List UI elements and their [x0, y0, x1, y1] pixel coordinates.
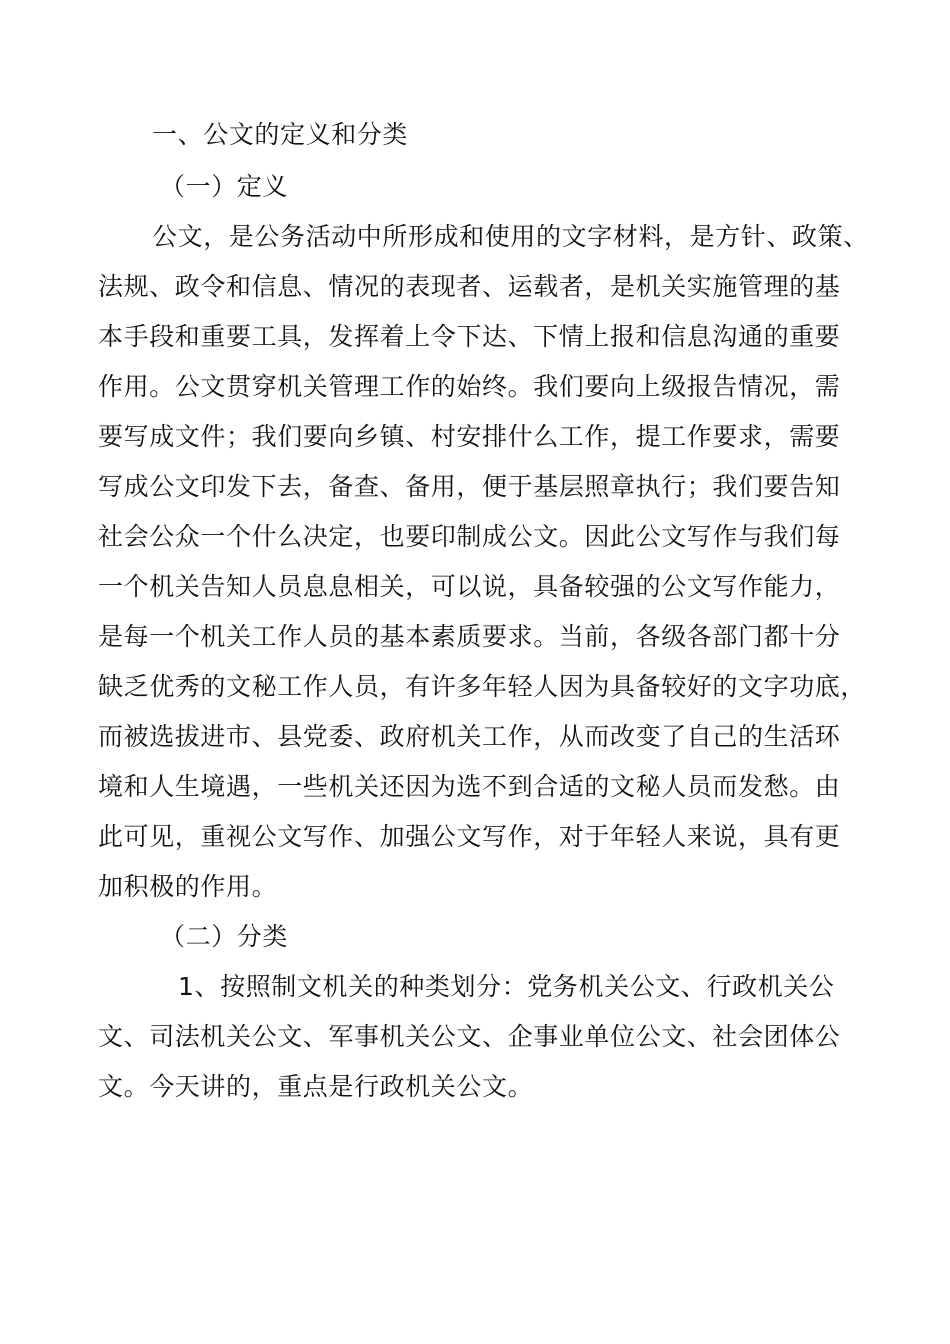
paragraph-line: 公文，是公务活动中所形成和使用的文字材料，是方针、政策、	[152, 222, 869, 251]
paragraph-line: 文。今天讲的，重点是行政机关公文。	[98, 1072, 534, 1101]
paragraph-line: 加积极的作用。	[98, 872, 278, 901]
paragraph-line: 而被选拔进市、县党委、政府机关工作，从而改变了自己的生活环	[98, 722, 841, 751]
paragraph-line: 写成公文印发下去，备查、备用，便于基层照章执行；我们要告知	[98, 472, 841, 501]
subsection-heading-classification: （二）分类	[160, 922, 289, 951]
paragraph-line: 文、司法机关公文、军事机关公文、企事业单位公文、社会团体公	[98, 1022, 841, 1051]
paragraph-line: 境和人生境遇，一些机关还因为选不到合适的文秘人员而发愁。由	[98, 772, 841, 801]
paragraph-line: 法规、政令和信息、情况的表现者、运载者，是机关实施管理的基	[98, 272, 841, 301]
paragraph-line: 1、按照制文机关的种类划分：党务机关公文、行政机关公	[178, 972, 835, 1001]
subsection-heading-definition: （一）定义	[160, 172, 289, 201]
paragraph-line: 是每一个机关工作人员的基本素质要求。当前，各级各部门都十分	[98, 622, 841, 651]
paragraph-line: 缺乏优秀的文秘工作人员，有许多年轻人因为具备较好的文字功底，	[98, 672, 867, 701]
paragraph-line: 要写成文件；我们要向乡镇、村安排什么工作，提工作要求，需要	[98, 422, 841, 451]
paragraph-line: 此可见，重视公文写作、加强公文写作，对于年轻人来说，具有更	[98, 822, 841, 851]
paragraph-line: 本手段和重要工具，发挥着上令下达、下情上报和信息沟通的重要	[98, 322, 841, 351]
section-heading: 一、公文的定义和分类	[152, 120, 409, 149]
paragraph-line: 一个机关告知人员息息相关，可以说，具备较强的公文写作能力，	[98, 572, 841, 601]
paragraph-line: 作用。公文贯穿机关管理工作的始终。我们要向上级报告情况，需	[98, 372, 841, 401]
paragraph-line: 社会公众一个什么决定，也要印制成公文。因此公文写作与我们每	[98, 522, 841, 551]
